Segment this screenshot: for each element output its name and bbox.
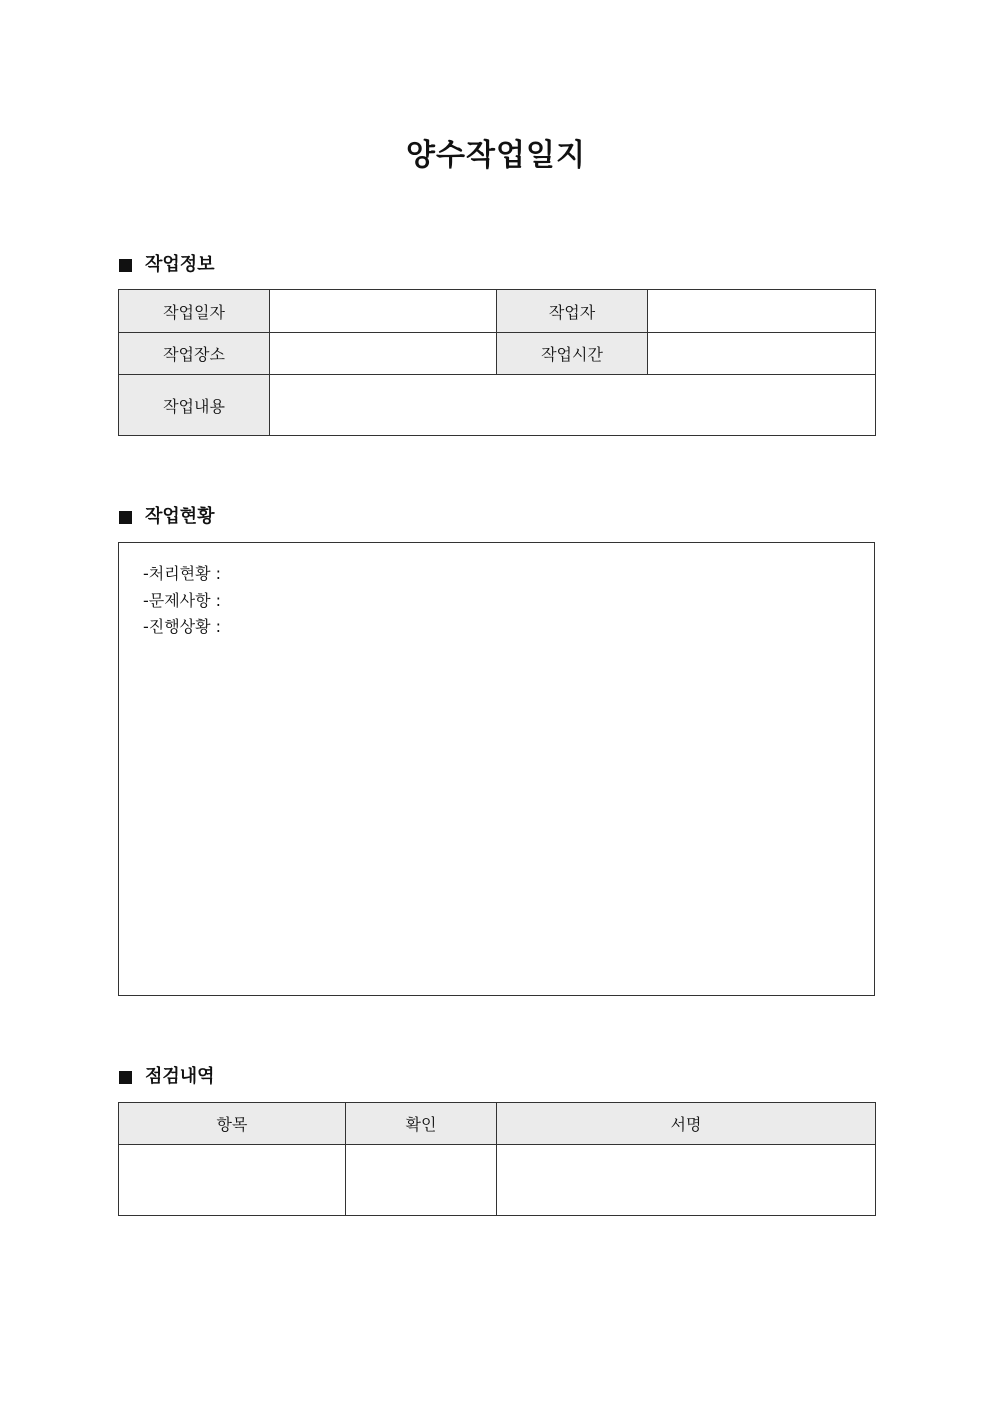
work-info-table (118, 289, 876, 436)
worker-label: 작업자 (497, 290, 648, 333)
work-content-field[interactable] (270, 375, 876, 436)
worker-field[interactable] (648, 290, 876, 333)
work-info-row-content (119, 375, 876, 436)
work-status-lines (143, 561, 221, 641)
work-time-label: 작업시간 (497, 333, 648, 375)
work-date-label: 작업일자 (119, 290, 270, 333)
status-line-issues: -문제사항 : (143, 590, 222, 610)
inspection-entry-row (119, 1145, 876, 1216)
inspection-col-signature: 서명 (497, 1103, 876, 1145)
inspection-check-field[interactable] (346, 1145, 497, 1216)
square-bullet-icon (119, 259, 132, 272)
square-bullet-icon (119, 511, 132, 524)
inspection-header-row (119, 1103, 876, 1145)
inspection-col-item: 항목 (119, 1103, 346, 1145)
work-info-heading (119, 252, 215, 278)
inspection-item-field[interactable] (119, 1145, 346, 1216)
inspection-signature-field[interactable] (497, 1145, 876, 1216)
work-info-heading-text: 작업정보 (145, 254, 215, 275)
status-line-progress: -진행상황 : (143, 617, 222, 636)
inspection-heading-text: 점검내역 (145, 1066, 215, 1087)
square-bullet-icon (119, 1071, 132, 1084)
work-info-row-date (119, 290, 876, 333)
work-info-row-place (119, 333, 876, 375)
inspection-heading (119, 1064, 215, 1090)
work-status-heading (119, 504, 215, 530)
work-status-box[interactable] (118, 542, 875, 996)
inspection-col-check: 확인 (346, 1103, 497, 1145)
status-line-processing: -처리현황 : (143, 564, 222, 583)
work-content-label: 작업내용 (119, 375, 270, 436)
work-time-field[interactable] (648, 333, 876, 375)
document-title: 양수작업일지 (406, 138, 586, 173)
work-place-field[interactable] (270, 333, 497, 375)
work-date-field[interactable] (270, 290, 497, 333)
inspection-table (118, 1102, 876, 1216)
work-place-label: 작업장소 (119, 333, 270, 375)
work-status-heading-text: 작업현황 (145, 506, 215, 527)
